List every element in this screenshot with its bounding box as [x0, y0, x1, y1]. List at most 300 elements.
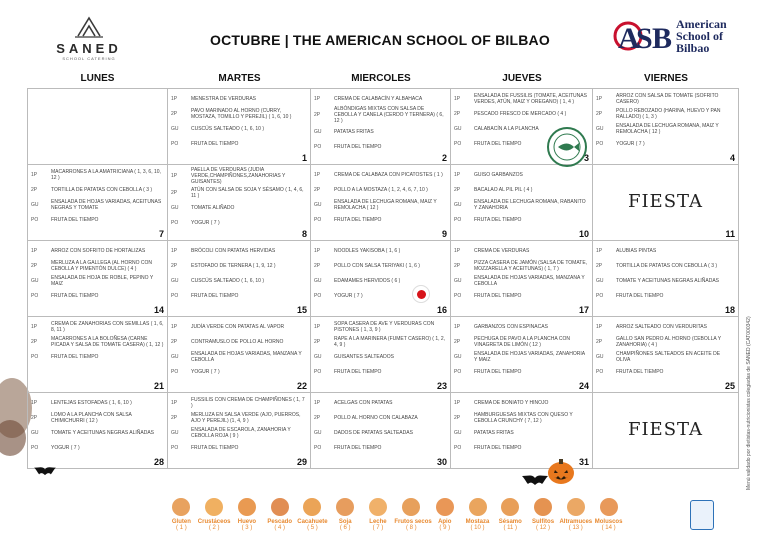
dish-name: FRUTA DEL TIEMPO: [51, 353, 99, 360]
course-code: PO: [314, 444, 322, 451]
course-code: PO: [31, 292, 39, 299]
dish-name: ENSALADA DE HOJAS VARIADAS, ACEITUNAS NEGRAS Y TOMATE: [51, 198, 162, 211]
dish-name: FRUTA DEL TIEMPO: [616, 292, 664, 299]
allergen-name: Frutos secos: [394, 519, 432, 525]
dish-name: PECHUGA DE PAVO A LA PLANCHA CON VINAGRETA DE LIMÓN ( 12 ): [474, 335, 570, 348]
menu-item: [314, 349, 447, 364]
menu-item: [171, 410, 307, 425]
dish-name: PIZZA CASERA DE JAMÓN (SALSA DE TOMATE, MOZZARELLA Y ACEITUNAS) ( 1, 7 ): [474, 259, 588, 272]
day-number: 24: [578, 381, 589, 391]
course-code: 1P: [454, 399, 461, 406]
dish-name: CALABACÍN A LA PLANCHA: [474, 125, 539, 132]
course-code: GU: [314, 277, 322, 284]
menu-item: [171, 121, 307, 136]
certification-badge: [690, 500, 740, 534]
day-cell: [168, 89, 311, 164]
allergen-icon: [436, 498, 454, 516]
menu-item: [454, 288, 589, 303]
course-code: 1P: [31, 171, 38, 178]
course-code: 2P: [31, 186, 38, 193]
course-code: GU: [171, 204, 179, 211]
day-number: 31: [578, 457, 589, 467]
menu-item: [171, 349, 307, 364]
menu-item: [314, 273, 447, 288]
allergen-number: ( 1 ): [176, 525, 187, 531]
menu-item: [454, 106, 589, 121]
week-row: [27, 241, 739, 317]
menu-item: [171, 167, 307, 185]
menu-item: [596, 121, 735, 136]
allergen-item: [329, 498, 362, 543]
dish-name: PATATAS FRITAS: [334, 128, 374, 135]
menu-item: [314, 334, 447, 349]
day-cell: [27, 393, 168, 468]
menu-item: [31, 197, 164, 212]
course-code: 1P: [454, 247, 461, 254]
holiday-label: FIESTA: [627, 419, 704, 440]
menu-item: [171, 288, 307, 303]
menu-item: [596, 288, 735, 303]
side-note-text: Menú validado por dietistas-nutricionistas colegiadas de SANED (CAT000342): [746, 316, 752, 490]
menu-item: [454, 410, 589, 425]
menu-item: [314, 258, 447, 273]
day-cell: [27, 317, 168, 392]
menu-item: [454, 182, 589, 197]
dish-name: LOMO A LA PLANCHA CON SALSA CHIMICHURRI ( 12 ): [51, 411, 132, 424]
week-row: [27, 89, 739, 165]
day-number: 14: [153, 305, 164, 315]
allergen-name: Huevo: [237, 519, 257, 525]
dish-name: PAELLA DE VERDURAS (JUDIA VERDE,CHAMPIÑONES,ZANAHORIAS Y GUISANTES): [191, 167, 286, 185]
dish-name: FRUTA DEL TIEMPO: [51, 292, 99, 299]
menu-item: [31, 440, 164, 455]
menu-item: [454, 334, 589, 349]
menu-item: [596, 364, 735, 379]
course-code: GU: [171, 277, 179, 284]
course-code: 1P: [454, 323, 461, 330]
course-code: 1P: [171, 95, 178, 102]
course-code: PO: [171, 140, 179, 147]
day-cell: [27, 241, 168, 316]
allergen-item: [165, 498, 198, 543]
day-number: 7: [158, 229, 164, 239]
allergen-number: ( 11 ): [503, 525, 518, 531]
menu-item: [171, 425, 307, 440]
dish-name: MENESTRA DE VERDURAS: [191, 95, 257, 102]
dish-name: ENSALADA DE LECHUGA ROMANA, MAIZ Y REMOLACHA ( 12 ): [334, 198, 437, 211]
dish-name: MACARRONES A LA BOLOÑESA (CARNE PICADA Y SALSA DE TOMATE CASERA) ( 1, 12 ): [51, 335, 164, 348]
course-code: GU: [31, 201, 39, 208]
course-code: GU: [314, 128, 322, 135]
allergen-number: ( 3 ): [241, 525, 253, 531]
course-code: 2P: [171, 262, 178, 269]
course-code: GU: [171, 429, 179, 436]
allergen-name: Sulfitos: [532, 519, 555, 525]
menu-item: [314, 106, 447, 124]
menu-item: [454, 364, 589, 379]
dish-name: ALUBIAS PINTAS: [616, 247, 657, 254]
dish-name: LENTEJAS ESTOFADAS ( 1, 6, 10 ): [51, 399, 132, 406]
course-code: PO: [314, 368, 322, 375]
dish-name: ENSALADA DE FUSSILIS (TOMATE, ACEITUNAS VERDES, ATÚN, MAIZ Y OREGANO) ( 1, 4 ): [474, 92, 587, 105]
day-cell: [451, 317, 593, 392]
course-code: PO: [454, 444, 462, 451]
menu-calendar: [27, 70, 739, 469]
day-header-martes: MARTES: [218, 73, 261, 84]
course-code: PO: [31, 444, 39, 451]
menu-item: [314, 425, 447, 440]
dish-name: ENSALADA DE HOJAS VARIADAS, MANZANA Y CEBOLLA: [474, 274, 585, 287]
menu-item: [31, 395, 164, 410]
menu-item: [454, 243, 589, 258]
holiday-label: FIESTA: [627, 191, 704, 212]
allergen-number: ( 12 ): [536, 525, 551, 531]
day-cell: [593, 241, 739, 316]
menu-item: [31, 182, 164, 197]
course-code: 2P: [454, 110, 461, 117]
menu-item: [171, 258, 307, 273]
dish-name: FRUTA DEL TIEMPO: [474, 140, 522, 147]
course-code: 2P: [31, 338, 38, 345]
dish-name: CUSCÚS SALTEADO ( 1, 6, 10 ): [191, 277, 264, 284]
course-code: 1P: [171, 173, 178, 179]
menu-item: [314, 139, 447, 154]
dish-name: ENSALADA DE LECHUGA ROMANA, RABANITO Y ZANAHORIA: [474, 198, 586, 211]
dish-name: ESTOFADO DE TERNERA ( 1, 9, 12 ): [191, 262, 276, 269]
bat-icon: [34, 466, 56, 476]
menu-item: [31, 425, 164, 440]
menu-item: [596, 106, 735, 121]
day-cell: [593, 89, 739, 164]
dish-name: TOMATE ALIÑADO: [191, 204, 235, 211]
dish-name: ENSALADA DE HOJA DE ROBLE, PEPINO Y MAIZ: [51, 274, 154, 287]
allergen-name: Cacahuete: [297, 519, 328, 525]
certification-badge-icon: [690, 500, 714, 530]
dish-name: ARROZ CON SALSA DE TOMATE (SOFRITO CASERO): [616, 92, 719, 105]
course-code: 2P: [596, 110, 603, 117]
course-code: PO: [596, 292, 604, 299]
allergen-number: ( 7 ): [372, 525, 384, 531]
menu-item: [171, 440, 307, 455]
allergen-name: Soja: [338, 519, 352, 525]
page-title: OCTUBRE | THE AMERICAN SCHOOL OF BILBAO: [210, 32, 550, 48]
course-code: 2P: [596, 262, 603, 269]
menu-item: [171, 91, 307, 106]
course-code: 2P: [314, 112, 321, 118]
allergen-name: Sésamo: [498, 519, 522, 525]
dish-name: PAVO MARINADO AL HORNO (CURRY, MOSTAZA, TOMILLO Y PEREJIL) ( 1, 6, 10 ): [191, 107, 292, 120]
dish-name: YOGUR ( 7 ): [191, 368, 220, 375]
menu-item: [454, 91, 589, 106]
dish-name: POLLO AL HORNO CON CALABAZA: [334, 414, 418, 421]
dish-name: JUDÍA VERDE CON PATATAS AL VAPOR: [191, 323, 285, 330]
dish-name: POLLO REBOZADO (HARINA, HUEVO Y PAN RALLADO) ( 1, 3 ): [616, 107, 721, 120]
week-row: [27, 393, 739, 469]
menu-item: [31, 334, 164, 349]
course-code: GU: [454, 201, 462, 208]
course-code: 1P: [596, 247, 603, 254]
allergen-number: ( 2 ): [208, 525, 220, 531]
menu-item: [454, 395, 589, 410]
menu-item: [171, 106, 307, 121]
dish-name: GUISO GARBANZOS: [474, 171, 523, 178]
dish-name: MERLUZA A LA GALLEGA (AL HORNO CON CEBOLLA Y PIMENTÓN DULCE) ( 4 ): [51, 259, 152, 272]
course-code: PO: [31, 216, 39, 223]
allergen-number: ( 14 ): [601, 525, 616, 531]
day-cell: [168, 165, 311, 240]
allergen-item: [362, 498, 395, 543]
allergen-icon: [534, 498, 552, 516]
menu-item: [31, 273, 164, 288]
course-code: GU: [31, 429, 39, 436]
menu-item: [314, 364, 447, 379]
allergen-number: ( 8 ): [406, 525, 417, 531]
menu-item: [454, 440, 589, 455]
dish-name: ARROZ SALTEADO CON VERDURITAS: [616, 323, 707, 330]
allergen-name: Gluten: [171, 519, 191, 525]
course-code: GU: [314, 201, 322, 208]
dish-name: FRUTA DEL TIEMPO: [334, 368, 382, 375]
day-cell: [311, 317, 451, 392]
menu-item: [171, 319, 307, 334]
allergen-icon: [469, 498, 487, 516]
asb-logo-mark-icon: [610, 14, 672, 58]
menu-item: [596, 334, 735, 349]
asb-logo-line2: School of: [676, 29, 724, 43]
course-code: PO: [31, 353, 39, 360]
dish-name: ATÚN CON SALSA DE SOJA Y SÉSAMO ( 1, 4, 6, 11 ): [191, 186, 304, 199]
menu-item: [314, 410, 447, 425]
saned-logo-mark-icon: [72, 14, 106, 40]
course-code: 2P: [596, 338, 603, 345]
course-code: 1P: [596, 95, 603, 102]
week-row: [27, 317, 739, 393]
dish-name: CREMA DE CALABACÍN Y ALBAHACA: [334, 95, 423, 102]
menu-item: [171, 243, 307, 258]
menu-item: [31, 167, 164, 182]
allergen-icon: [567, 498, 585, 516]
course-code: 2P: [171, 189, 178, 196]
course-code: 1P: [171, 247, 178, 254]
allergen-name: Pescado: [267, 519, 293, 525]
course-code: 1P: [31, 399, 38, 406]
dish-name: ENSALADA DE HOJAS VARIADAS, MANZANA Y CEBOLLA: [191, 350, 302, 363]
dish-name: FRUTA DEL TIEMPO: [191, 292, 239, 299]
day-cell: [593, 317, 739, 392]
dish-name: TOMATE Y ACEITUNAS NEGRAS ALIÑADAS: [51, 429, 154, 436]
dish-name: PATATAS FRITAS: [474, 429, 514, 436]
course-code: 1P: [596, 323, 603, 330]
day-number: 25: [724, 381, 735, 391]
dish-name: YOGUR ( 7 ): [334, 292, 363, 299]
menu-item: [454, 273, 589, 288]
day-number: 21: [153, 381, 164, 391]
allergen-icon: [271, 498, 289, 516]
dish-name: SOPA CASERA DE AVE Y VERDURAS CON PISTONES ( 1, 3, 9 ): [334, 320, 435, 333]
allergen-icon: [501, 498, 519, 516]
day-number: 1: [301, 153, 307, 163]
allergen-name: Leche: [369, 519, 387, 525]
course-code: PO: [596, 140, 604, 147]
allergen-number: ( 10 ): [470, 525, 485, 531]
dish-name: TORTILLA DE PATATAS CON CEBOLLA ( 3 ): [51, 186, 153, 193]
course-code: PO: [596, 368, 604, 375]
course-code: 1P: [454, 171, 461, 178]
menu-item: [314, 91, 447, 106]
menu-item: [596, 258, 735, 273]
day-header-lunes: LUNES: [80, 73, 115, 84]
course-code: 2P: [171, 414, 178, 421]
dish-name: YOGUR ( 7 ): [51, 444, 80, 451]
menu-item: [314, 197, 447, 212]
course-code: GU: [596, 277, 604, 284]
day-number: 3: [583, 153, 589, 163]
menu-item: [171, 395, 307, 410]
allergen-name: Altramuces: [559, 519, 593, 525]
course-code: GU: [314, 353, 322, 360]
day-cell: [451, 241, 593, 316]
day-cell: [311, 165, 451, 240]
dish-name: YOGUR ( 7 ): [616, 140, 645, 147]
allergen-icon: [238, 498, 256, 516]
day-cell: [451, 165, 593, 240]
course-code: GU: [171, 353, 179, 360]
dish-name: ENSALADA DE ESCAROLA, ZANAHORIA Y CEBOLLA ROJA ( 9 ): [191, 426, 291, 439]
menu-item: [171, 200, 307, 215]
dish-name: BRÓCOLI CON PATATAS HERVIDAS: [191, 247, 276, 254]
allergen-item: [231, 498, 264, 543]
dish-name: DADOS DE PATATAS SALTEADAS: [334, 429, 413, 436]
allergen-item: [394, 498, 432, 543]
menu-item: [314, 319, 447, 334]
allergen-number: ( 6 ): [339, 525, 351, 531]
course-code: 2P: [454, 414, 461, 421]
course-code: 1P: [314, 323, 321, 330]
day-header-jueves: JUEVES: [502, 73, 542, 84]
menu-item: [171, 215, 307, 230]
allergen-item: [296, 498, 329, 543]
course-code: GU: [596, 353, 604, 360]
course-code: 2P: [454, 186, 461, 193]
svg-text:S: S: [636, 22, 653, 55]
menu-item: [314, 395, 447, 410]
weeks: [27, 88, 739, 469]
day-cell: [168, 393, 311, 468]
allergen-name: Moluscos: [594, 519, 623, 525]
menu-item: [596, 349, 735, 364]
day-number: 9: [441, 229, 447, 239]
menu-item: [171, 273, 307, 288]
menu-item: [171, 136, 307, 151]
allergen-item: [461, 498, 494, 543]
day-cell: [311, 241, 451, 316]
allergen-icon: [303, 498, 321, 516]
course-code: 2P: [454, 338, 461, 345]
dish-name: GARBANZOS CON ESPINACAS: [474, 323, 548, 330]
dish-name: FRUTA DEL TIEMPO: [334, 216, 382, 223]
dish-name: CREMA DE VERDURAS: [474, 247, 530, 254]
menu-item: [454, 319, 589, 334]
course-code: PO: [454, 292, 462, 299]
menu-item: [31, 212, 164, 227]
svg-text:B: B: [652, 22, 672, 55]
menu-item: [596, 319, 735, 334]
dish-name: GUISANTES SALTEADOS: [334, 353, 394, 360]
dish-name: FRUTA DEL TIEMPO: [334, 444, 382, 451]
allergen-icon: [172, 498, 190, 516]
dish-name: PESCADO FRESCO DE MERCADO ( 4 ): [474, 110, 567, 117]
pumpkin-icon: [546, 457, 576, 485]
dish-name: CREMA DE ZANAHORIAS CON SEMILLAS ( 1, 6, 8, 11 ): [51, 320, 164, 333]
menu-item: [31, 319, 164, 334]
asb-logo: [610, 12, 760, 62]
course-code: PO: [314, 292, 322, 299]
asb-logo-text: [676, 18, 727, 54]
allergen-item: [527, 498, 560, 543]
day-header-viernes: VIERNES: [644, 73, 688, 84]
course-code: 2P: [314, 414, 321, 421]
day-number: 22: [296, 381, 307, 391]
saned-logo: [44, 14, 134, 64]
course-code: GU: [454, 277, 462, 284]
day-number: 4: [729, 153, 735, 163]
dish-name: ALBÓNDIGAS MIXTAS CON SALSA DE CEBOLLA Y CANELA (CERDO Y TERNERA) ( 6, 12 ): [334, 106, 444, 124]
course-code: 2P: [314, 186, 321, 193]
dish-name: CONTRAMUSLO DE POLLO AL HORNO: [191, 338, 284, 345]
allergen-item: [428, 498, 461, 543]
allergen-number: ( 13 ): [568, 525, 583, 531]
fresh-fish-stamp-icon: [545, 125, 589, 169]
menu-item: [454, 425, 589, 440]
day-number: 18: [724, 305, 735, 315]
course-code: PO: [171, 444, 179, 451]
course-code: PO: [171, 368, 179, 375]
dish-name: FRUTA DEL TIEMPO: [191, 140, 239, 147]
course-code: 2P: [31, 262, 38, 269]
dish-name: CUSCÚS SALTEADO ( 1, 6, 10 ): [191, 125, 264, 132]
day-number: 16: [436, 305, 447, 315]
dish-name: RAPE A LA MARINERA (FUMET CASERO) ( 1, 2, 4, 9 ): [334, 335, 446, 348]
day-number: 15: [296, 305, 307, 315]
course-code: 1P: [314, 95, 321, 102]
menu-item: [31, 410, 164, 425]
dish-name: POLLO CON SALSA TERIYAKI ( 1, 6 ): [334, 262, 420, 269]
dish-name: ACELGAS CON PATATAS: [334, 399, 393, 406]
dish-name: GALLO SAN PEDRO AL HORNO (CEBOLLA Y ZANAHORIA) ( 4 ): [616, 335, 721, 348]
day-header-miercoles: MIERCOLES: [351, 73, 411, 84]
course-code: PO: [171, 219, 179, 226]
day-cell: [311, 393, 451, 468]
course-code: 2P: [454, 262, 461, 269]
day-number: 10: [578, 229, 589, 239]
allergen-item: [494, 498, 527, 543]
dish-name: FRUTA DEL TIEMPO: [616, 368, 664, 375]
menu-item: [454, 197, 589, 212]
menu-item: [171, 185, 307, 200]
dish-name: CREMA DE BONIATO Y HINOJO: [474, 399, 549, 406]
day-cell: [27, 89, 168, 164]
saned-logo-sub: SCHOOL CATERING: [62, 56, 116, 61]
menu-item: [454, 349, 589, 364]
day-number: 8: [301, 229, 307, 239]
course-code: GU: [171, 125, 179, 132]
day-number: 11: [725, 229, 735, 239]
dish-name: TOMATE Y ACEITUNAS NEGRAS ALIÑADAS: [616, 277, 719, 284]
course-code: PO: [454, 368, 462, 375]
course-code: 1P: [454, 95, 461, 102]
course-code: GU: [454, 353, 462, 360]
dish-name: NOODLES YAKISOBA ( 1, 6 ): [334, 247, 401, 254]
